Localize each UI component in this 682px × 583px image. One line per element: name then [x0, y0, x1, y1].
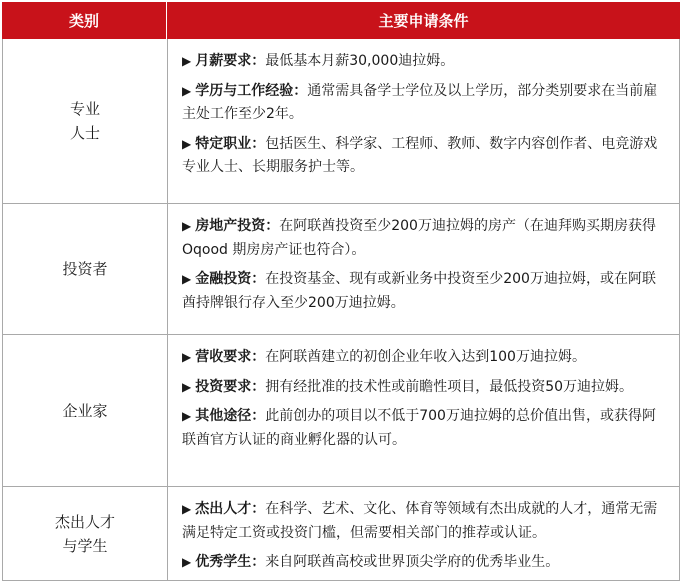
- condition-text: 最低基本月薪30,000迪拉姆。: [265, 53, 455, 69]
- table-row: [2, 39, 680, 204]
- triangle-bullet-icon: ▶: [182, 555, 192, 569]
- triangle-bullet-icon: ▶: [182, 83, 192, 98]
- condition-item: [182, 498, 665, 545]
- visa-conditions-table: [2, 2, 680, 581]
- table-row: [2, 487, 680, 581]
- condition-item: [182, 215, 665, 262]
- triangle-bullet-icon: ▶: [182, 272, 192, 286]
- condition-text: 在阿联酋建立的初创企业年收入达到100万迪拉姆。: [265, 349, 586, 365]
- condition-label: 学历与工作经验：: [195, 82, 308, 99]
- table-header: [2, 2, 680, 39]
- condition-label: 杰出人才：: [195, 501, 266, 517]
- header-conditions: 主要申请条件: [378, 12, 469, 30]
- condition-label: 金融投资：: [195, 271, 266, 287]
- condition-label: 其他途径：: [195, 408, 266, 424]
- conditions-cell: [168, 204, 679, 334]
- condition-item: [182, 50, 665, 74]
- condition-text: 通常需具备学士学位及以上学历，部分类别要求在当前雇主处工作至少2年。: [182, 82, 658, 122]
- condition-text: 此前创办的项目以不低于700万迪拉姆的总价值出售，或获得阿联酋官方认证的商业孵化器的认可。: [182, 408, 656, 448]
- condition-text: 拥有经批准的技术性或前瞻性项目，最低投资50万迪拉姆。: [265, 378, 634, 395]
- category-cell: 企业家: [3, 335, 168, 486]
- condition-text: 在投资基金、现有或新业务中投资至少200万迪拉姆，或在阿联酋持牌银行存入至少200万迪拉姆。: [182, 271, 656, 311]
- condition-item: [182, 376, 665, 400]
- condition-item: [182, 268, 665, 315]
- condition-text: 在科学、艺术、文化、体育等领域有杰出成就的人才，通常无需满足特定工资或投资门槛，但需要相关部门的推荐或认证。: [182, 501, 658, 541]
- condition-label: 营收要求：: [195, 349, 266, 365]
- triangle-bullet-icon: ▶: [182, 136, 192, 151]
- condition-item: [182, 551, 665, 575]
- condition-item: [182, 346, 665, 370]
- conditions-cell: [168, 335, 679, 486]
- conditions-cell: [168, 39, 679, 203]
- triangle-bullet-icon: ▶: [182, 219, 192, 233]
- condition-label: 特定职业：: [195, 135, 266, 152]
- condition-text: 在阿联酋投资至少200万迪拉姆的房产（在迪拜购买期房获得 Oqood 期房房产证也符合）。: [182, 218, 656, 258]
- conditions-cell: [168, 487, 679, 580]
- condition-item: [182, 80, 665, 127]
- category-cell: 杰出人才 与学生: [3, 487, 168, 580]
- condition-item: [182, 405, 665, 452]
- condition-label: 投资要求：: [195, 378, 266, 395]
- header-category: 类别: [2, 2, 167, 39]
- condition-text: 包括医生、科学家、工程师、教师、数字内容创作者、电竞游戏专业人士、长期服务护士等。: [182, 135, 658, 175]
- triangle-bullet-icon: ▶: [182, 54, 192, 68]
- condition-label: 房地产投资：: [195, 218, 280, 234]
- condition-item: [182, 133, 665, 180]
- condition-text: 来自阿联酋高校或世界顶尖学府的优秀毕业生。: [265, 554, 560, 570]
- condition-label: 优秀学生：: [195, 554, 266, 570]
- category-cell: 投资者: [3, 204, 168, 334]
- triangle-bullet-icon: ▶: [182, 350, 192, 364]
- triangle-bullet-icon: ▶: [182, 409, 192, 423]
- table-row: [2, 204, 680, 335]
- triangle-bullet-icon: ▶: [182, 502, 192, 516]
- table-row: [2, 335, 680, 487]
- category-cell: 专业 人士: [3, 39, 168, 203]
- triangle-bullet-icon: ▶: [182, 379, 192, 394]
- condition-label: 月薪要求：: [195, 53, 266, 69]
